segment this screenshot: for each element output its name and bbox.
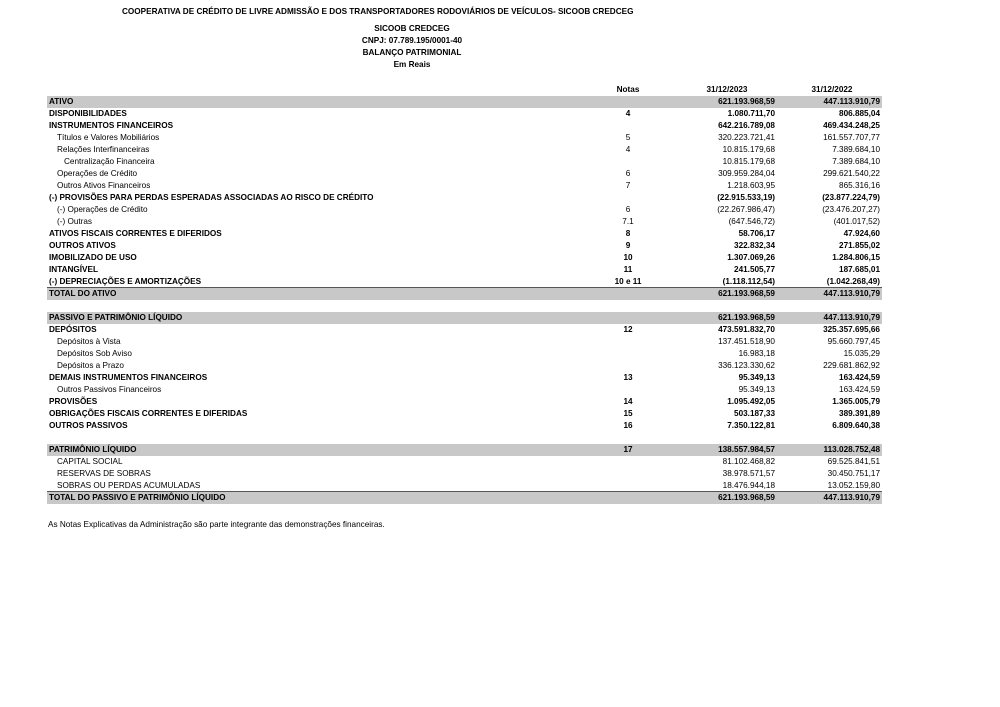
row-label: PROVISÕES [49, 397, 98, 406]
row-label: INTANGÍVEL [49, 265, 98, 274]
row-value-2022: 806.885,04 [839, 109, 880, 118]
table-row [47, 324, 882, 336]
short-name: SICOOB CREDCEG [374, 24, 450, 33]
table-row [47, 396, 882, 408]
footnote: As Notas Explicativas da Administração são parte integrante das demonstrações financeiras. [48, 520, 385, 529]
row-value-2022: 447.113.910,79 [823, 313, 880, 322]
row-nota: 6 [625, 169, 631, 178]
row-value-2022: 389.391,89 [839, 409, 880, 418]
row-value-2023: 1.080.711,70 [727, 109, 775, 118]
cnpj: CNPJ: 07.789.195/0001-40 [361, 36, 463, 45]
table-row [47, 420, 882, 432]
row-nota: 4 [625, 109, 631, 118]
table-row [47, 384, 882, 396]
date-2022-header: 31/12/2022 [811, 85, 853, 94]
row-value-2023: 95.349,13 [738, 385, 775, 394]
row-label: CAPITAL SOCIAL [57, 457, 123, 466]
table-row [47, 192, 882, 204]
row-nota: 7 [625, 181, 631, 190]
row-nota: 11 [623, 265, 633, 274]
row-label: PASSIVO E PATRIMÔNIO LÍQUIDO [49, 313, 183, 322]
row-nota: 4 [625, 145, 631, 154]
table-row [47, 264, 882, 276]
row-label: Centralização Financeira [64, 157, 155, 166]
table-row [47, 168, 882, 180]
table-row [47, 252, 882, 264]
row-value-2022: 69.525.841,51 [827, 457, 880, 466]
row-value-2022: 161.557.707,77 [823, 133, 880, 142]
row-value-2023: (22.915.533,19) [717, 193, 775, 202]
table-row [47, 336, 882, 348]
row-label: DEMAIS INSTRUMENTOS FINANCEIROS [49, 373, 208, 382]
row-value-2022: 1.284.806,15 [832, 253, 880, 262]
table-row [47, 156, 882, 168]
row-label: TOTAL DO PASSIVO E PATRIMÔNIO LÍQUIDO [49, 493, 226, 502]
row-value-2022: 447.113.910,79 [823, 493, 880, 502]
balance-sheet-table [47, 84, 882, 504]
report-title: BALANÇO PATRIMONIAL [362, 48, 462, 57]
table-row [47, 240, 882, 252]
table-row [47, 360, 882, 372]
row-nota: 15 [623, 409, 633, 418]
row-value-2022: (23.476.207,27) [822, 205, 880, 214]
table-row [47, 180, 882, 192]
row-value-2023: (1.118.112,54) [722, 277, 775, 286]
row-label: INSTRUMENTOS FINANCEIROS [49, 121, 174, 130]
row-label: (-) Outras [57, 217, 93, 226]
row-nota: 5 [625, 133, 631, 142]
row-value-2023: 38.978.571,57 [722, 469, 775, 478]
row-label: ATIVO [49, 97, 74, 106]
row-value-2022: 163.424,59 [839, 385, 880, 394]
row-value-2023: 642.216.789,08 [718, 121, 775, 130]
row-value-2022: 163.424,59 [839, 373, 880, 382]
column-header-row [47, 84, 882, 96]
row-nota: 14 [623, 397, 633, 406]
row-value-2023: 137.451.518,90 [718, 337, 775, 346]
row-value-2023: 81.102.468,82 [722, 457, 775, 466]
table-row [47, 96, 882, 108]
row-value-2022: 447.113.910,79 [823, 97, 880, 106]
row-label: (-) DEPRECIAÇÕES E AMORTIZAÇÕES [49, 277, 202, 286]
row-value-2023: 18.476.944,18 [722, 481, 775, 490]
row-value-2022: 15.035,29 [843, 349, 880, 358]
row-nota: 13 [623, 373, 633, 382]
row-label: OBRIGAÇÕES FISCAIS CORRENTES E DIFERIDAS [49, 409, 248, 418]
row-label: Títulos e Valores Mobiliários [57, 133, 160, 142]
row-value-2023: 621.193.968,59 [718, 313, 775, 322]
row-value-2023: 320.223.721,41 [718, 133, 775, 142]
row-value-2023: 621.193.968,59 [718, 493, 775, 502]
notas-header: Notas [616, 85, 640, 94]
row-label: PATRIMÔNIO LÍQUIDO [49, 445, 137, 454]
row-value-2022: 47.924,60 [843, 229, 880, 238]
row-value-2023: (22.267.986,47) [717, 205, 775, 214]
row-value-2023: 473.591.832,70 [718, 325, 775, 334]
row-value-2023: 10.815.179,68 [722, 145, 775, 154]
table-row [47, 348, 882, 360]
table-row [47, 372, 882, 384]
row-value-2022: 95.660.797,45 [827, 337, 880, 346]
table-row [47, 492, 882, 504]
row-label: Depósitos a Prazo [57, 361, 124, 370]
table-row [47, 432, 882, 444]
row-value-2022: 30.450.751,17 [827, 469, 880, 478]
table-row [47, 108, 882, 120]
table-row [47, 204, 882, 216]
row-value-2023: 1.218.603,95 [727, 181, 775, 190]
row-value-2023: 503.187,33 [734, 409, 775, 418]
row-label: DEPÓSITOS [49, 325, 97, 334]
table-row [47, 144, 882, 156]
row-label: (-) PROVISÕES PARA PERDAS ESPERADAS ASSOCIADAS AO RISCO DE CRÉDITO [49, 193, 374, 202]
table-row [47, 408, 882, 420]
row-value-2022: 187.685,01 [839, 265, 880, 274]
row-nota: 10 e 11 [614, 277, 642, 286]
row-nota: 16 [623, 421, 633, 430]
row-value-2022: (23.877.224,79) [822, 193, 880, 202]
row-label: Operações de Crédito [57, 169, 138, 178]
row-value-2022: 469.434.248,25 [823, 121, 880, 130]
row-value-2023: 621.193.968,59 [718, 289, 775, 298]
row-value-2023: 621.193.968,59 [718, 97, 775, 106]
row-nota: 17 [623, 445, 633, 454]
row-label: Depósitos à Vista [57, 337, 121, 346]
row-nota: 9 [625, 241, 631, 250]
row-value-2023: (647.546,72) [728, 217, 775, 226]
table-row [47, 132, 882, 144]
table-row [47, 456, 882, 468]
row-value-2023: 138.557.984,57 [718, 445, 775, 454]
row-label: DISPONIBILIDADES [49, 109, 127, 118]
row-value-2022: 7.389.684,10 [832, 145, 880, 154]
row-value-2023: 322.832,34 [734, 241, 775, 250]
row-value-2023: 309.959.284,04 [718, 169, 775, 178]
table-row [47, 444, 882, 456]
row-nota: 12 [623, 325, 633, 334]
row-value-2023: 1.095.492,05 [727, 397, 775, 406]
row-value-2022: 865.316,16 [839, 181, 880, 190]
table-row [47, 312, 882, 324]
row-value-2022: 325.357.695,66 [823, 325, 880, 334]
table-row [47, 276, 882, 288]
row-label: Relações Interfinanceiras [57, 145, 150, 154]
row-nota: 10 [623, 253, 633, 262]
table-row [47, 228, 882, 240]
table-body [47, 96, 882, 504]
row-value-2022: (1.042.268,49) [826, 277, 880, 286]
row-value-2023: 58.706,17 [738, 229, 775, 238]
row-value-2022: 447.113.910,79 [823, 289, 880, 298]
row-value-2023: 1.307.069,26 [727, 253, 775, 262]
company-name: COOPERATIVA DE CRÉDITO DE LIVRE ADMISSÃO E DOS TRANSPORTADORES RODOVIÁRIOS DE VEÍCULOS- SICOOB CREDCEG [122, 7, 634, 16]
row-nota: 7.1 [622, 217, 634, 226]
table-row [47, 120, 882, 132]
row-label: TOTAL DO ATIVO [49, 289, 117, 298]
row-value-2022: 271.855,02 [839, 241, 880, 250]
row-label: Depósitos Sob Aviso [57, 349, 132, 358]
row-label: Outros Ativos Financeiros [57, 181, 151, 190]
currency-label: Em Reais [393, 60, 431, 69]
row-label: Outros Passivos Financeiros [57, 385, 162, 394]
row-value-2022: (401.017,52) [833, 217, 880, 226]
row-value-2023: 95.349,13 [738, 373, 775, 382]
row-value-2023: 16.983,18 [738, 349, 775, 358]
row-label: SOBRAS OU PERDAS ACUMULADAS [57, 481, 201, 490]
row-value-2023: 7.350.122,81 [727, 421, 775, 430]
row-nota: 8 [625, 229, 631, 238]
row-value-2022: 113.028.752,48 [823, 445, 880, 454]
date-2023-header: 31/12/2023 [706, 85, 748, 94]
row-label: IMOBILIZADO DE USO [49, 253, 137, 262]
row-value-2022: 1.365.005,79 [832, 397, 880, 406]
table-row [47, 300, 882, 312]
table-row [47, 480, 882, 492]
row-label: (-) Operações de Crédito [57, 205, 148, 214]
row-value-2023: 241.505,77 [734, 265, 775, 274]
row-label: ATIVOS FISCAIS CORRENTES E DIFERIDOS [49, 229, 222, 238]
row-value-2022: 7.389.684,10 [832, 157, 880, 166]
row-value-2022: 6.809.640,38 [832, 421, 880, 430]
row-nota: 6 [625, 205, 631, 214]
row-label: RESERVAS DE SOBRAS [57, 469, 151, 478]
row-label: OUTROS PASSIVOS [49, 421, 128, 430]
row-value-2023: 336.123.330,62 [718, 361, 775, 370]
table-row [47, 468, 882, 480]
row-value-2022: 13.052.159,80 [827, 481, 880, 490]
table-row [47, 288, 882, 300]
row-value-2022: 229.681.862,92 [823, 361, 880, 370]
row-value-2023: 10.815.179,68 [722, 157, 775, 166]
row-value-2022: 299.621.540,22 [823, 169, 880, 178]
row-label: OUTROS ATIVOS [49, 241, 116, 250]
table-row [47, 216, 882, 228]
